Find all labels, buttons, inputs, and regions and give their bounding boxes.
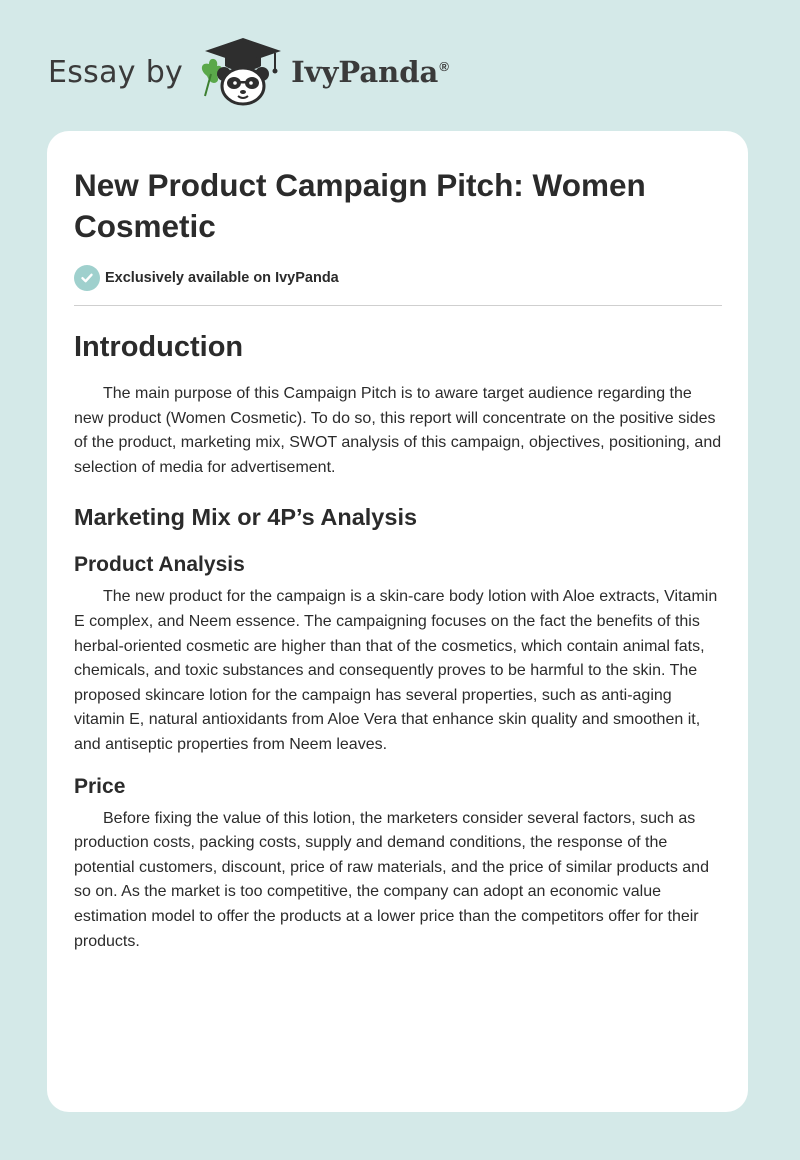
brand-name[interactable]: IvyPanda® — [291, 55, 449, 89]
check-icon — [74, 265, 100, 291]
heading-product-analysis: Product Analysis — [74, 553, 245, 577]
heading-introduction: Introduction — [74, 331, 244, 363]
panda-graduate-logo[interactable] — [197, 36, 289, 108]
heading-price: Price — [74, 774, 126, 798]
essay-title: New Product Campaign Pitch: Women Cosmetic — [74, 167, 646, 244]
essay-by-label: Essay by — [48, 54, 184, 90]
exclusive-label: Exclusively available on IvyPanda — [105, 270, 339, 286]
heading-marketing-mix: Marketing Mix or 4P’s Analysis — [74, 504, 418, 531]
exclusive-badge — [74, 265, 722, 291]
site-header — [48, 36, 449, 108]
essay-card — [47, 131, 748, 1112]
paragraph-product-analysis: The new product for the campaign is a skin-care body lotion with Aloe extracts, Vitamin E complex, and Neem essence. The campaigning focuses on the fact the benefits of this herbal-oriented cosmetic are higher than that of the cosmetics, which contain animal fats, chemicals, and toxic substances and consequently proves to be harmful to the skin. The proposed skincare lotion for the campaign has several properties, such as anti-aging vitamin E, natural antioxidants from Aloe Vera that enhance skin quality and smoothen it, and antiseptic properties from Neem leaves. — [74, 588, 718, 753]
registered-mark: ® — [439, 59, 449, 75]
paragraph-price: Before fixing the value of this lotion, the marketers consider several factors, such as production costs, packing costs, supply and demand conditions, the response of the potential customers, discount, price of raw materials, and the price of similar products and so on. As the market is too competitive, the company can adopt an economic value estimation model to offer the products at a lower price than the competitors offer for their products. — [74, 809, 709, 950]
paragraph-introduction: The main purpose of this Campaign Pitch is to aware target audience regarding the new product (Women Cosmetic). To do so, this report will concentrate on the positive sides of the product, marketing mix, SWOT analysis of this campaign, objectives, positioning, and selection of media for advertisement. — [74, 385, 722, 476]
essay-content — [74, 165, 722, 954]
title-divider — [74, 305, 722, 306]
